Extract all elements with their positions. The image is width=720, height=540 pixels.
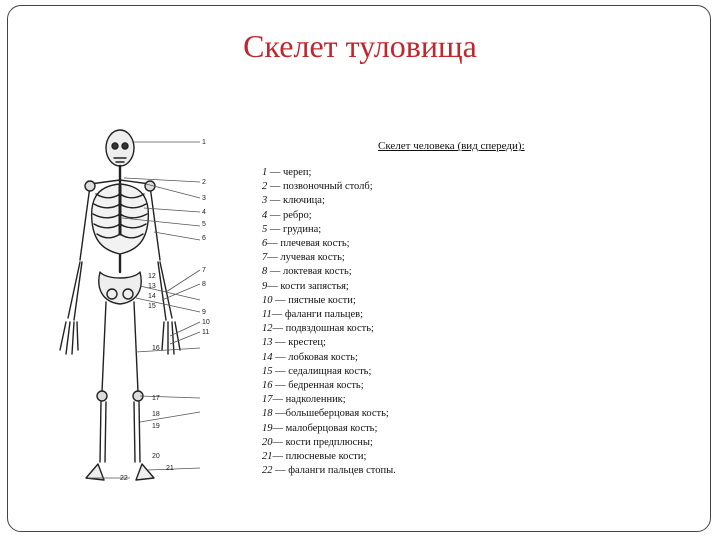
legend-item: 3 — ключица; (262, 195, 325, 207)
figure-number: 10 (202, 319, 210, 326)
figure-number: 12 (148, 273, 156, 280)
figure-number: 3 (202, 195, 206, 202)
figure-number: 4 (202, 209, 206, 216)
legend-item: 7— лучевая кость; (262, 252, 345, 264)
legend-item: 6— плечевая кость; (262, 238, 350, 250)
figure-number: 7 (202, 267, 206, 274)
figure-number: 1 (202, 139, 206, 146)
legend-item: 4 — ребро; (262, 209, 312, 221)
legend-item: 10 — пястные кости; (262, 294, 356, 306)
legend-item: 15 — седалищная кость; (262, 365, 372, 377)
legend-item: 19— малоберцовая кость; (262, 422, 378, 434)
legend-item: 1 — череп; (262, 167, 312, 178)
legend-item: 22 — фаланги пальцев стопы. (262, 465, 396, 477)
legend-item: 13 — крестец; (262, 337, 326, 349)
figure-number: 9 (202, 309, 206, 316)
legend-item: 8 — локтевая кость; (262, 266, 352, 278)
figure-number: 17 (152, 395, 160, 402)
legend-item: 20— кости предплюсны; (262, 436, 373, 448)
figure-number: 5 (202, 221, 206, 228)
slide-title: Скелет туловища (243, 28, 477, 64)
figure-number: 2 (202, 179, 206, 186)
figure-number: 8 (202, 281, 206, 288)
figure-number: 6 (202, 235, 206, 242)
figure-number: 15 (148, 303, 156, 310)
legend-item: 2 — позвоночный столб; (262, 181, 373, 193)
figure-number: 16 (152, 345, 160, 352)
skeleton-illustration (40, 122, 250, 492)
legend-item: 5 — грудина; (262, 223, 322, 235)
legend-list (262, 166, 396, 478)
figure-number: 21 (166, 465, 174, 472)
legend-item: 12— подвздошная кость; (262, 323, 374, 335)
figure-number: 19 (152, 423, 160, 430)
legend-item: 18 —большеберцовая кость; (262, 408, 389, 420)
legend-item: 9— кости запястья; (262, 280, 349, 292)
legend-item: 21— плюсневые кости; (262, 451, 367, 463)
figure-caption: Скелет человека (вид спереди): (378, 140, 525, 152)
figure-number: 20 (152, 453, 160, 460)
legend-item: 11— фаланги пальцев; (262, 309, 364, 321)
legend-item: 14 — лобковая кость; (262, 351, 358, 363)
figure-number: 13 (148, 283, 156, 290)
figure-number: 18 (152, 411, 160, 418)
legend-item: 17— надколенник; (262, 394, 346, 406)
figure-number: 14 (148, 293, 156, 300)
figure-number: 11 (202, 329, 210, 336)
legend-item: 16 — бедренная кость; (262, 380, 364, 392)
figure-number: 22 (120, 475, 128, 482)
